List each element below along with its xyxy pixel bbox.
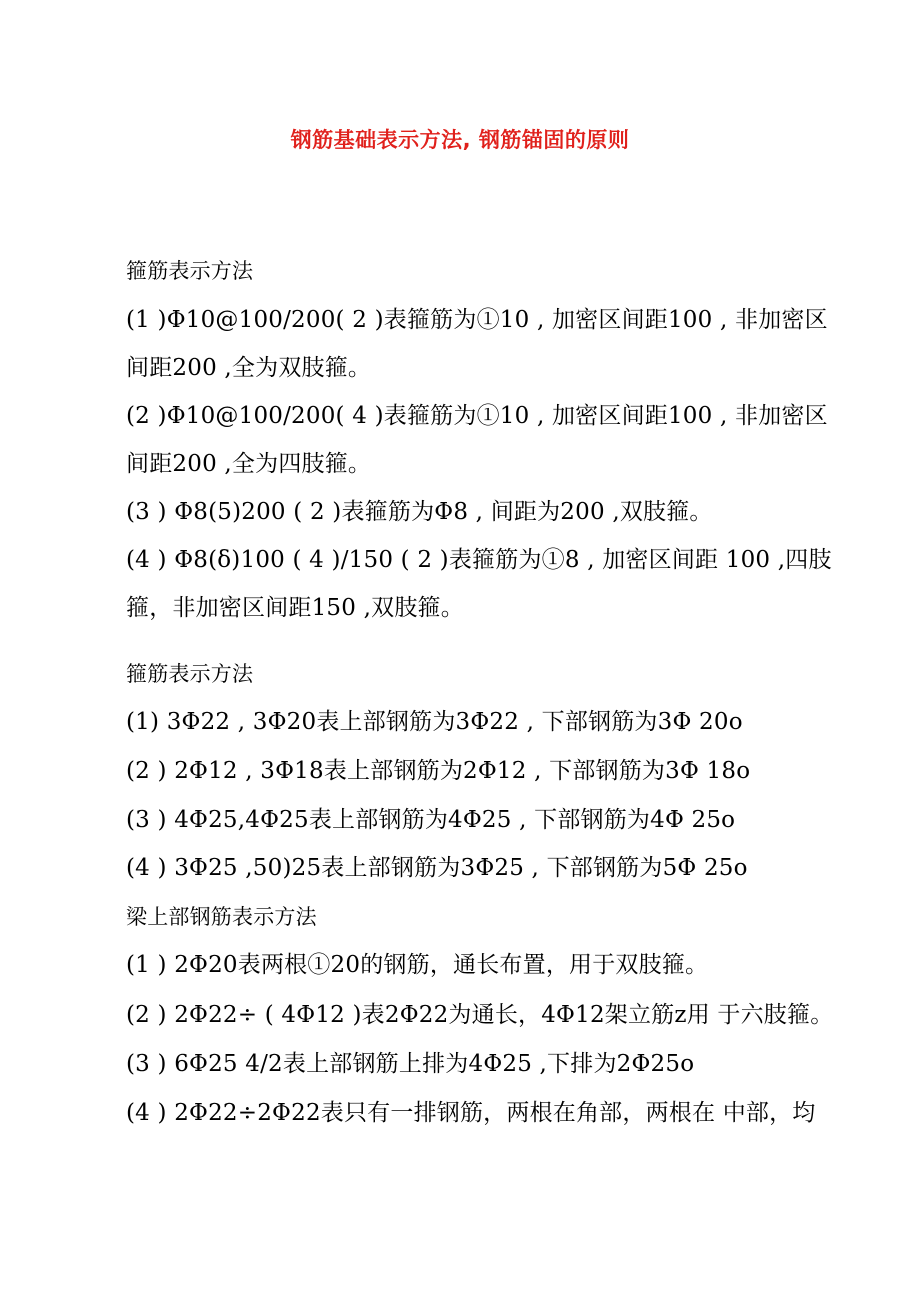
paragraph-line: (4 ) Φ8(δ)100 ( 4 )/150 ( 2 )表箍筋为①8 , 加密区间距 100 ,四肢 bbox=[126, 547, 832, 573]
paragraph-line: (4 ) 2Φ22÷2Φ22表只有一排钢筋，两根在角部，两根在 中部，均 bbox=[126, 1100, 816, 1126]
paragraph-line: (1 ) 2Φ20表两根①20的钢筋，通长布置，用于双肢箍。 bbox=[126, 952, 709, 978]
paragraph-line: 箍，非加密区间距150 ,双肢箍。 bbox=[126, 595, 464, 621]
paragraph-line: (3 ) 6Φ25 4/2表上部钢筋上排为4Φ25 ,下排为2Φ25o bbox=[126, 1051, 695, 1077]
section-heading-stirrup-2: 箍筋表示方法 bbox=[126, 662, 254, 686]
paragraph-line: (2 )Φ10@100/200( 4 )表箍筋为①10 , 加密区间距100 , 非加密区 bbox=[126, 403, 828, 429]
paragraph-line: 间距200 ,全为四肢箍。 bbox=[126, 451, 372, 477]
section-heading-stirrup-1: 箍筋表示方法 bbox=[126, 259, 254, 283]
paragraph-line: 间距200 ,全为双肢箍。 bbox=[126, 355, 372, 381]
paragraph-line: (2 ) 2Φ22÷ ( 4Φ12 )表2Φ22为通长，4Φ12架立筋z用 于六肢箍。 bbox=[126, 1002, 834, 1028]
paragraph-line: (3 ) 4Φ25,4Φ25表上部钢筋为4Φ25 , 下部钢筋为4Φ 25o bbox=[126, 807, 736, 833]
paragraph-line: (1 )Φ10@100/200( 2 )表箍筋为①10 , 加密区间距100 , 非加密区 bbox=[126, 307, 828, 333]
section-heading-beam-top: 梁上部钢筋表示方法 bbox=[126, 905, 317, 929]
paragraph-line: (3 ) Φ8(5)200 ( 2 )表箍筋为Φ8 , 间距为200 ,双肢箍。 bbox=[126, 499, 713, 525]
paragraph-line: (4 ) 3Φ25 ,50)25表上部钢筋为3Φ25 , 下部钢筋为5Φ 25o bbox=[126, 855, 748, 881]
paragraph-line: (2 ) 2Φ12 , 3Φ18表上部钢筋为2Φ12 , 下部钢筋为3Φ 18o bbox=[126, 758, 751, 784]
document-title: 钢筋基础表示方法, 钢筋锚固的原则 bbox=[290, 128, 630, 152]
paragraph-line: (1) 3Φ22 , 3Φ20表上部钢筋为3Φ22 , 下部钢筋为3Φ 20o bbox=[126, 709, 743, 735]
